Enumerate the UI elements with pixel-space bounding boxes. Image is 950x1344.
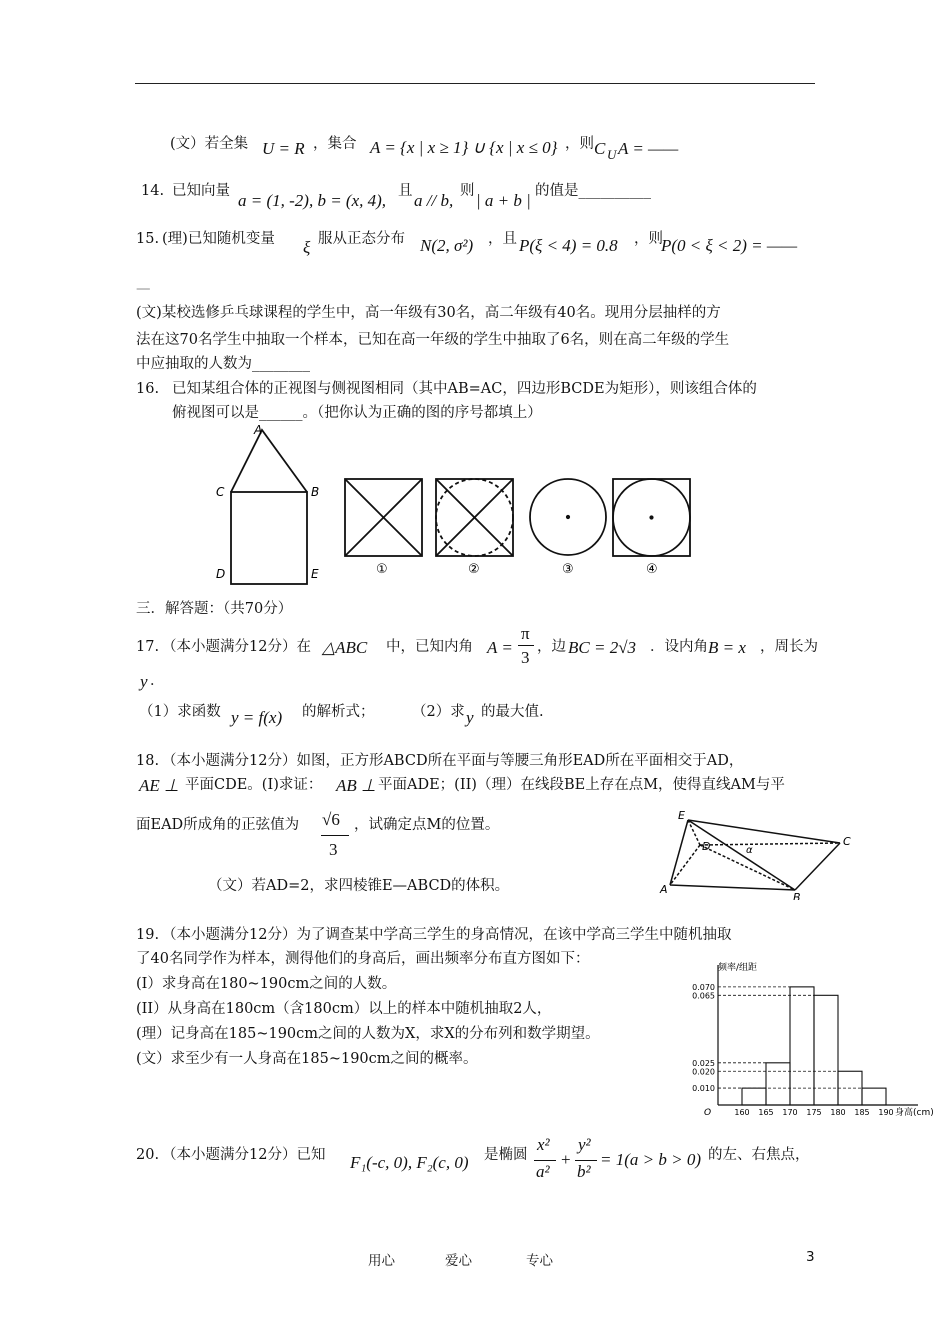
q20-plus: + [561, 1150, 571, 1169]
q13w-prefix: (文）若全集 [170, 136, 249, 152]
q17-y2: y [466, 708, 474, 727]
histogram-bar [862, 1088, 886, 1105]
option-3-label: ③ [562, 562, 574, 577]
q14-then: 则 [460, 183, 475, 199]
q15w-line2: 法在这70名学生中抽取一个样本，已知在高一年级的学生中抽取了6名，则在高二年级的学生 [136, 332, 730, 348]
q13w-complement: C [594, 139, 606, 158]
q20-fraction-bar-2 [575, 1160, 597, 1161]
label-alpha: α [746, 845, 753, 856]
q17-line1a: （本小题满分12分）在 [162, 639, 311, 655]
q17-dot: ． [150, 673, 165, 689]
x-tick-label: 170 [782, 1108, 798, 1117]
q17-angleA: A = [487, 638, 513, 657]
q15-cond: P(ξ < 4) = 0.8 [519, 236, 618, 255]
option-4-label: ④ [646, 562, 658, 577]
q18-perp2: AB ⊥ [336, 776, 376, 795]
x-tick-label: 180 [830, 1108, 846, 1117]
y-tick-label: 0.070 [692, 982, 715, 992]
q14-vectors: a = (1, -2), b = (x, 4), [238, 191, 387, 210]
q17-line1e: ，周长为 [760, 639, 818, 655]
q15-text: (理)已知随机变量 [162, 231, 275, 247]
q15-dash: — [136, 281, 151, 297]
q17-fraction-bar [518, 645, 534, 646]
q19-line1: （本小题满分12分）为了调查某中学高三学生的身高情况，在该中学高三学生中随机抽取 [162, 927, 732, 943]
q15-then: ，则 [634, 231, 663, 247]
option-1-label: ① [376, 562, 388, 577]
q17-side: BC = 2√3 [568, 638, 637, 657]
q19-p1: (I）求身高在180~190cm之间的人数。 [136, 976, 397, 992]
q20-a2: a² [536, 1162, 550, 1181]
q17-part2: （2）求 [412, 704, 465, 720]
q17-part1b: 的解析式； [302, 704, 375, 720]
q15-ask: P(0 < ξ < 2) = —— [661, 236, 798, 255]
label-E: E [678, 809, 685, 822]
histogram-axes [718, 965, 918, 1105]
x-tick-label: 185 [854, 1108, 870, 1117]
q14-cond: a // b, [414, 191, 454, 210]
label-D: D [216, 567, 226, 581]
histogram-origin: O [704, 1108, 712, 1118]
q19-p2: (II）从身高在180cm（含180cm）以上的样本中随机抽取2人， [136, 1001, 552, 1017]
label-C: C [843, 835, 851, 848]
pyramid-lines [670, 820, 840, 890]
y-tick-label: 0.020 [692, 1067, 715, 1077]
label-B: B [311, 485, 320, 499]
q19-p4: (文）求至少有一人身高在185~190cm之间的概率。 [136, 1051, 478, 1067]
x-tick-label: 160 [734, 1108, 750, 1117]
histogram-bar [790, 987, 814, 1105]
histogram-y-ticks [692, 983, 715, 1093]
footer-word-1: 用心 [368, 1253, 395, 1269]
footer-word-2: 爱心 [445, 1253, 472, 1269]
footer-word-3: 专心 [526, 1253, 553, 1269]
q18-wen: （文）若AD=2，求四棱锥E—ABCD的体积。 [208, 878, 510, 894]
header-rule [135, 83, 815, 84]
page-number: 3 [806, 1249, 815, 1265]
x-tick-label: 165 [758, 1108, 774, 1117]
q14-cond-prefix: 且 [398, 183, 413, 199]
label-A: A [254, 423, 263, 437]
histogram-x-ticks [734, 1108, 893, 1117]
option-2-label: ② [468, 562, 480, 577]
q20-tail: 的左、右焦点， [708, 1147, 810, 1163]
q13w-setA: A = {x | x ≥ 1} ∪ {x | x ≤ 0} [370, 138, 558, 157]
q20-x2: x² [537, 1135, 550, 1154]
q15-xi: ξ [303, 238, 311, 257]
q16-figure [200, 420, 700, 590]
q20-number: 20. [136, 1147, 160, 1163]
histogram-y-label: 频率/组距 [718, 963, 758, 973]
q18-line3b: ，试确定点M的位置。 [354, 817, 500, 833]
q15-number: 15. [136, 231, 160, 247]
q19-p3: (理）记身高在185~190cm之间的人数为X，求X的分布列和数学期望。 [136, 1026, 600, 1042]
q15w-line1: (文)某校选修乒乓球课程的学生中，高一年级有30名，高二年级有40名。现用分层抽样的方 [136, 305, 721, 321]
q19-number: 19. [136, 927, 160, 943]
histogram-bar [766, 1063, 790, 1105]
y-tick-label: 0.065 [692, 991, 715, 1001]
q15-text2: 服从正态分布 [318, 231, 405, 247]
histogram-bar [814, 995, 838, 1105]
q17-number: 17. [136, 639, 160, 655]
q13w-mid: ，集合 [313, 136, 357, 152]
q17-part1: （1）求函数 [139, 704, 221, 720]
q20-fraction-bar-1 [534, 1160, 556, 1161]
q14-expr: | a + b | [476, 191, 531, 210]
q17-part2b: 的最大值. [481, 704, 544, 720]
q15-dist: N(2, σ²) [420, 236, 474, 255]
q14-text: 已知向量 [172, 183, 230, 199]
q16-line2: 俯视图可以是______。（把你认为正确的图的序号都填上） [172, 405, 542, 421]
q18-den3: 3 [329, 840, 338, 859]
q17-pi: π [521, 624, 530, 643]
option-3-figure [530, 479, 606, 555]
q17-line1d: ．设内角 [650, 639, 708, 655]
q18-number: 18. [136, 753, 160, 769]
q18-line3a: 面EAD所成角的正弦值为 [136, 817, 300, 833]
q15-cond-prefix: ，且 [488, 231, 517, 247]
q18-sqrt6: √6 [322, 810, 340, 829]
q14-tail: 的值是__________ [535, 183, 651, 199]
x-tick-label: 190 [878, 1108, 894, 1117]
q17-three: 3 [521, 648, 530, 667]
q17-func: y = f(x) [231, 708, 283, 727]
q18-line2b: 平面ADE；(II)（理）在线段BE上存在点M，使得直线AM与平 [378, 777, 785, 793]
section-3-heading: 三．解答题：（共70分） [136, 601, 293, 617]
q16-number: 16. [136, 381, 160, 397]
q20-foci: F₁(-c, 0), F₂(c, 0) [350, 1153, 469, 1172]
histogram-bars [742, 987, 886, 1105]
q18-figure [650, 805, 860, 900]
q20-mid: 是椭圆 [484, 1147, 528, 1163]
label-B: B [793, 891, 801, 900]
label-C: C [216, 485, 225, 499]
q13w-then: ，则 [565, 136, 594, 152]
q18-perp1: AE ⊥ [139, 776, 179, 795]
histogram-chart [670, 960, 935, 1130]
q19-line2: 了40名同学作为样本，测得他们的身高后，画出频率分布直方图如下： [136, 951, 590, 967]
q16-line1: 已知某组合体的正视图与侧视图相同（其中AB=AC，四边形BCDE为矩形），则该组合体的 [172, 381, 757, 397]
q20-eq: = 1(a > b > 0) [600, 1150, 701, 1169]
q17-angleB: B = x [708, 638, 746, 657]
q18-line2a: 平面CDE。(I)求证： [185, 777, 323, 793]
histogram-x-label: 身高(cm) [895, 1108, 934, 1118]
front-view-figure [231, 430, 307, 584]
q20-y2: y² [578, 1135, 591, 1154]
label-A: A [660, 883, 668, 896]
q13w-universal: U = R [262, 139, 305, 158]
q15w-line3: 中应抽取的人数为________ [136, 356, 310, 372]
q13w-complement-sub: U [607, 147, 617, 162]
q17-line1b: 中，已知内角 [386, 639, 473, 655]
y-tick-label: 0.025 [692, 1058, 715, 1068]
option-4-figure [613, 479, 690, 556]
q20-b2: b² [577, 1162, 591, 1181]
q17-line1c: ，边 [537, 639, 566, 655]
q20-line1: （本小题满分12分）已知 [162, 1147, 326, 1163]
q17-triangle: △ABC [322, 638, 368, 657]
q13w-complement-tail: A = —— [618, 139, 679, 158]
q18-line1: （本小题满分12分）如图，正方形ABCD所在平面与等腰三角形EAD所在平面相交于AD， [162, 753, 744, 769]
q17-y: y [140, 672, 148, 691]
option-1-figure [345, 479, 422, 556]
q14-number: 14. [141, 183, 165, 199]
label-E: E [311, 567, 319, 581]
q18-fraction-bar [321, 835, 349, 836]
option-2-figure [436, 479, 513, 556]
histogram-bar [742, 1088, 766, 1105]
label-D: D [702, 840, 711, 853]
y-tick-label: 0.010 [692, 1084, 715, 1094]
x-tick-label: 175 [806, 1108, 822, 1117]
